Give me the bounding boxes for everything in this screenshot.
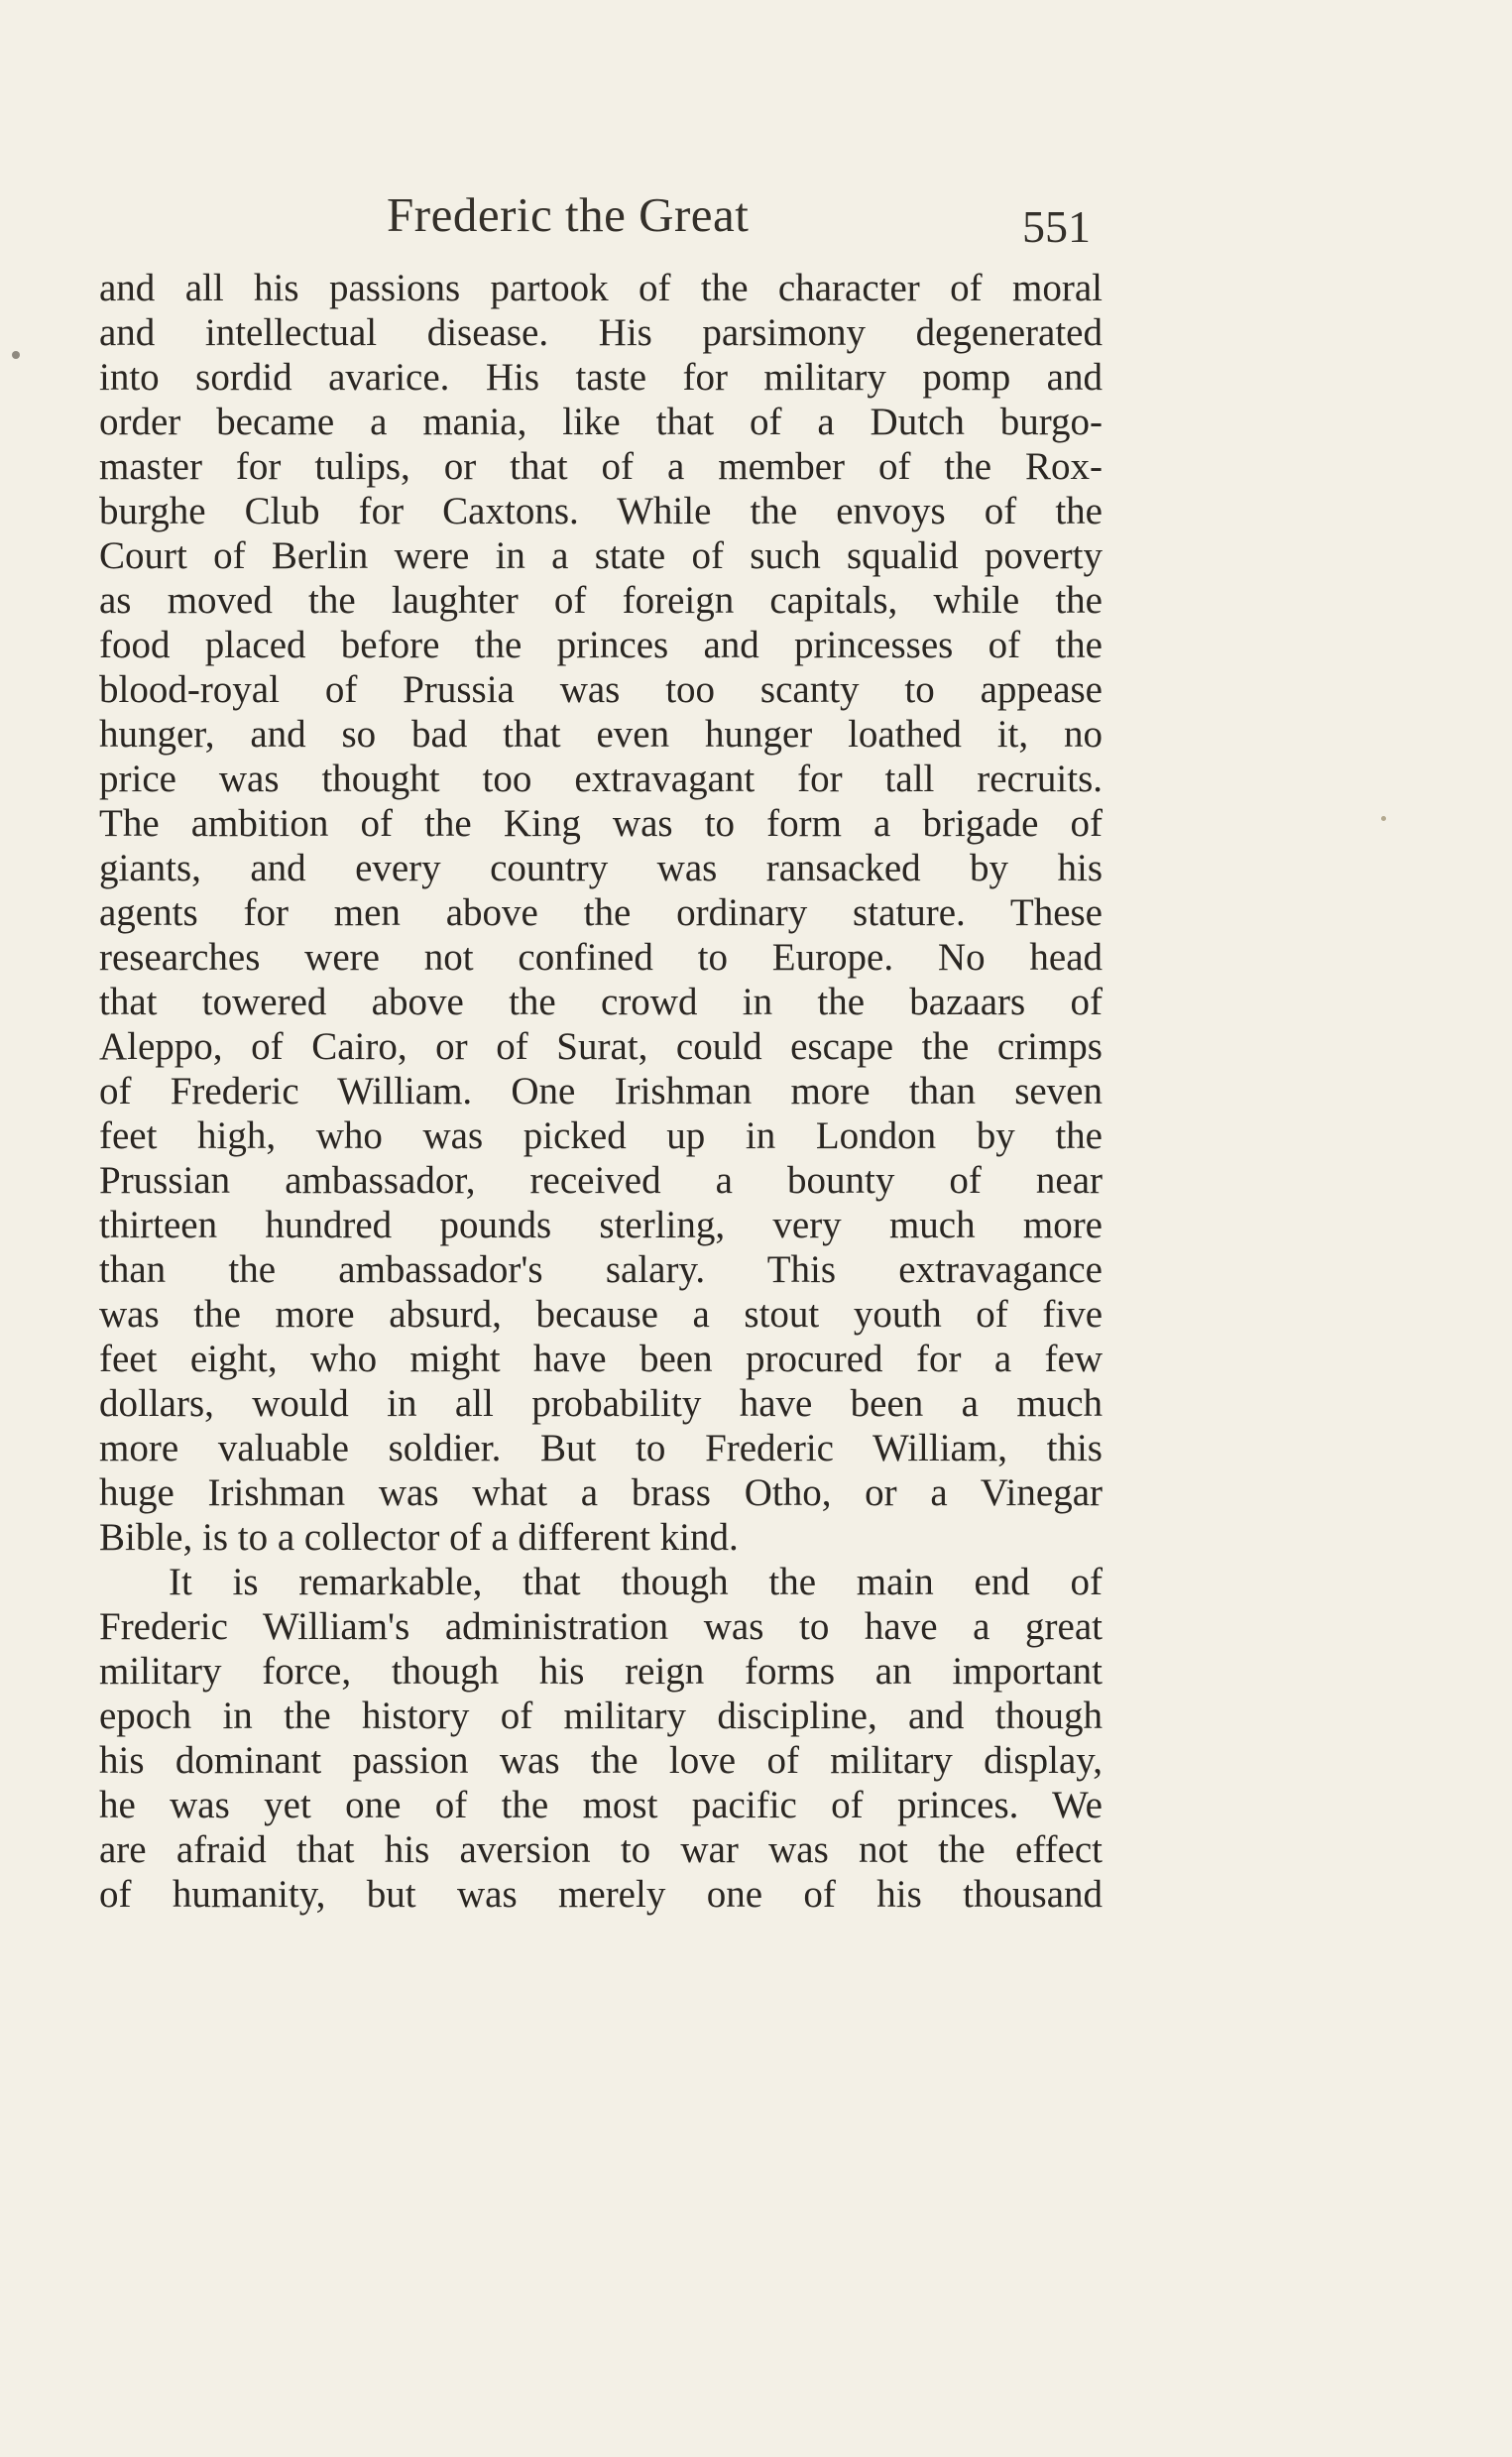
text-line: epoch in the history of military discipline, and though (99, 1695, 1103, 1737)
text-line: his dominant passion was the love of military display, (99, 1739, 1103, 1782)
text-line: Aleppo, of Cairo, or of Surat, could escape the crimps (99, 1025, 1103, 1068)
text-line: burghe Club for Caxtons. While the envoys of the (99, 490, 1103, 532)
text-line: huge Irishman was what a brass Otho, or a Vinegar (99, 1471, 1103, 1514)
body-text (99, 266, 1103, 1917)
text-line: price was thought too extravagant for tall recruits. (99, 758, 1103, 800)
text-line: and intellectual disease. His parsimony degenerated (99, 311, 1103, 354)
text-line: of Frederic William. One Irishman more than seven (99, 1070, 1103, 1112)
text-line: thirteen hundred pounds sterling, very much more (99, 1204, 1103, 1246)
text-line: that towered above the crowd in the bazaars of (99, 981, 1103, 1023)
text-line: giants, and every country was ransacked by his (99, 847, 1103, 889)
text-line: feet eight, who might have been procured for a few (99, 1338, 1103, 1380)
text-line: feet high, who was picked up in London by the (99, 1114, 1103, 1157)
text-line: military force, though his reign forms an important (99, 1650, 1103, 1693)
text-line: The ambition of the King was to form a brigade of (99, 802, 1103, 845)
text-line: as moved the laughter of foreign capitals, while the (99, 579, 1103, 622)
page-header (94, 178, 1105, 258)
text-line: into sordid avarice. His taste for military pomp and (99, 356, 1103, 399)
text-line: than the ambassador's salary. This extravagance (99, 1248, 1103, 1291)
running-title: Frederic the Great (387, 187, 750, 242)
text-line: order became a mania, like that of a Dutch burgo- (99, 401, 1103, 443)
text-line: master for tulips, or that of a member of the Rox- (99, 445, 1103, 488)
paragraph-start-line: It is remarkable, that though the main end of (169, 1561, 1103, 1603)
text-line: hunger, and so bad that even hunger loathed it, no (99, 713, 1103, 756)
text-line: of humanity, but was merely one of his thousand (99, 1873, 1103, 1916)
text-line: agents for men above the ordinary stature. These (99, 891, 1103, 934)
text-line: was the more absurd, because a stout youth of five (99, 1293, 1103, 1336)
text-line: are afraid that his aversion to war was not the effect (99, 1828, 1103, 1871)
text-line: Bible, is to a collector of a different kind. (99, 1516, 739, 1559)
text-line: researches were not confined to Europe. No head (99, 936, 1103, 979)
text-line: food placed before the princes and princesses of the (99, 624, 1103, 666)
text-line: dollars, would in all probability have been a much (99, 1382, 1103, 1425)
text-line: blood-royal of Prussia was too scanty to appease (99, 668, 1103, 711)
text-line: Prussian ambassador, received a bounty of near (99, 1159, 1103, 1202)
text-line: more valuable soldier. But to Frederic William, this (99, 1427, 1103, 1469)
page-number: 551 (1022, 201, 1091, 252)
text-line: and all his passions partook of the character of moral (99, 267, 1103, 309)
text-line: he was yet one of the most pacific of princes. We (99, 1784, 1103, 1826)
paper-speck (1381, 816, 1386, 821)
text-line: Court of Berlin were in a state of such squalid poverty (99, 534, 1103, 577)
paper-speck (12, 351, 20, 359)
text-line: Frederic William's administration was to have a great (99, 1605, 1103, 1648)
